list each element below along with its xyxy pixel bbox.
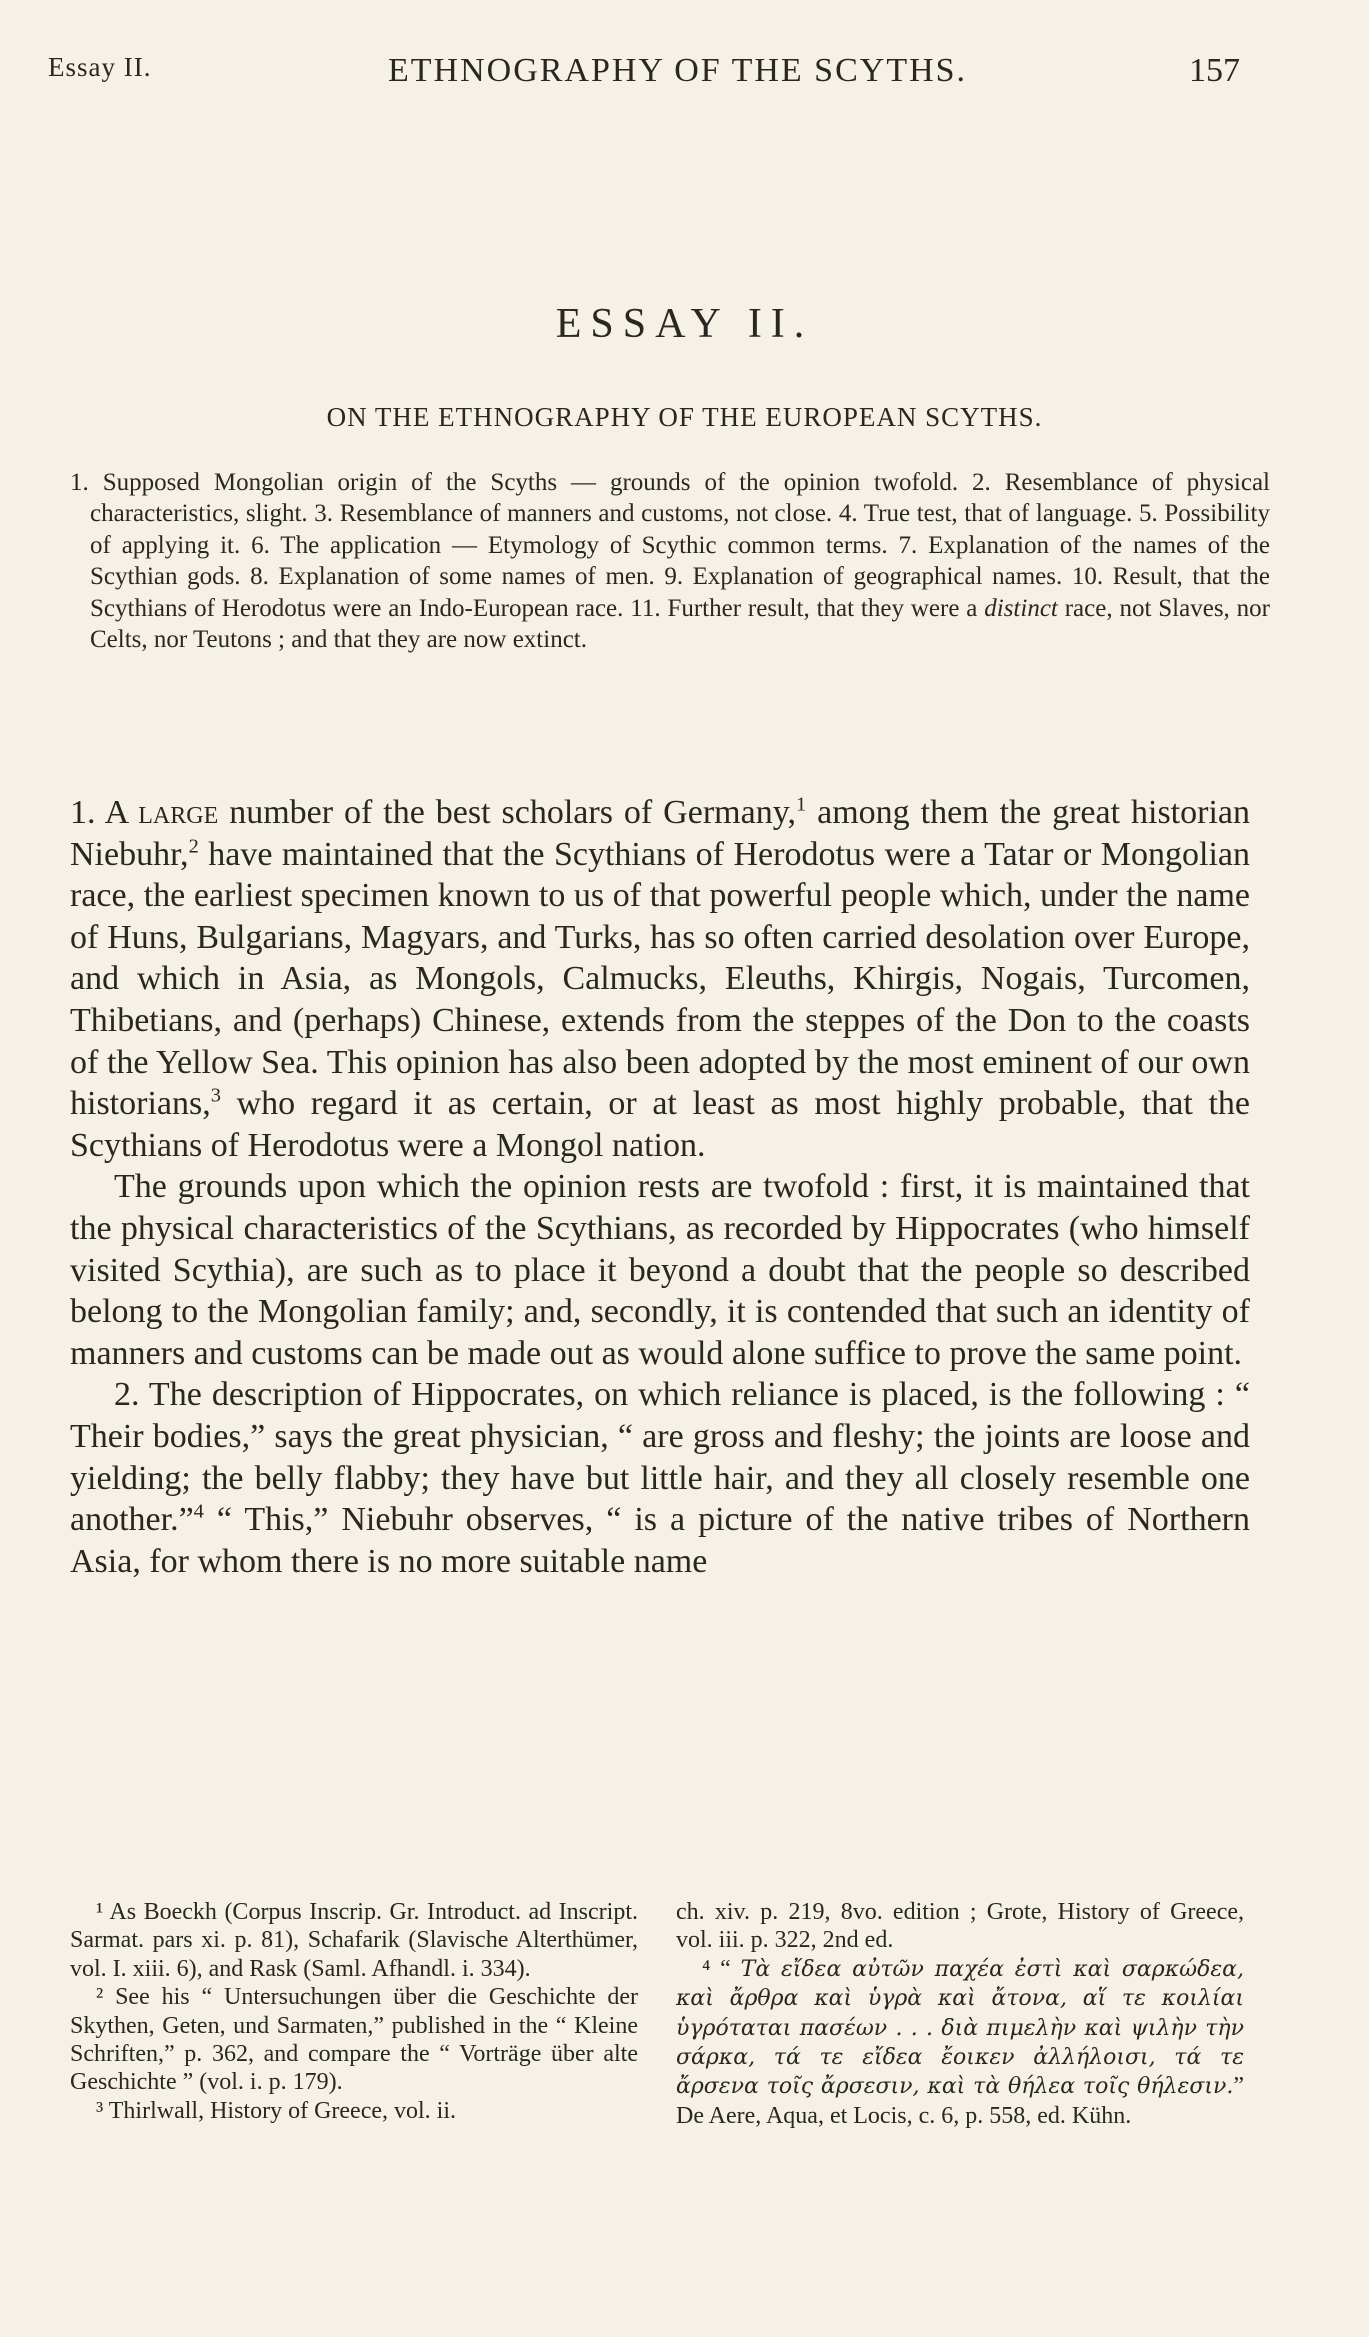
footnote-mark: ⁴ “ bbox=[702, 1955, 741, 1982]
footnotes bbox=[70, 1898, 1252, 2298]
paragraph-text: who regard it as certain, or at least as most highly probable, that the Scythians of Herodotus were a Mongol nation. bbox=[70, 1085, 1250, 1164]
synopsis-text: 1. Supposed Mongolian origin of the Scyths — grounds of the opinion twofold. 2. Resemblance of physical characteristics, slight. 3. Resemblance of manners and customs, not close. 4. True test, that of language. 5. Possibility of applying it. 6. The application — Etymology of Scythic common terms. 7. Explanation of the names of the Scythian gods. 8. Explanation of some names of men. 9. Explanation of geographical names. 10. Result, that the Scythians of Herodotus were an Indo-European race. 11. Further result, that they were a bbox=[70, 469, 1270, 622]
footnote-ref-1[interactable]: 1 bbox=[795, 793, 807, 816]
footnote-1: ¹ As Boeckh (Corpus Inscrip. Gr. Introduct. ad Inscript. Sarmat. pars xi. p. 81), Schafarik (Slavische Alterthümer, vol. I. xiii. 6), and Rask (Saml. Afhandl. i. 334). bbox=[70, 1899, 638, 1982]
essay-heading: ESSAY II. bbox=[555, 301, 814, 347]
footnote-3: ³ Thirlwall, History of Greece, vol. ii. bbox=[96, 2097, 456, 2124]
paragraph-text: among them the great historian Niebuhr, bbox=[70, 794, 1250, 873]
running-head-essay: Essay II. bbox=[48, 52, 152, 82]
paragraph-3 bbox=[70, 1374, 1250, 1582]
page-number: 157 bbox=[1189, 52, 1240, 89]
section-number: 1. A bbox=[70, 794, 139, 831]
footnote-ref-4[interactable]: 4 bbox=[193, 1500, 204, 1523]
essay-subtitle: ON THE ETHNOGRAPHY OF THE EUROPEAN SCYTHS. bbox=[326, 402, 1043, 432]
footnote-2: ² See his “ Untersuchungen über die Geschichte der Skythen, Geten, und Sarmaten,” published in the “ Kleine Schriften,” p. 362, and compare the “ Vorträge über alte Geschichte ” (vol. i. p. 179). bbox=[70, 1984, 638, 2096]
footnotes-left-column bbox=[70, 1898, 638, 2125]
paragraph-text: 2. The description of Hippocrates, on which reliance is placed, is the following : “ Their bodies,” says the great physician, “ are gross and fleshy; the joints are loose and yielding; the belly flabby; they have but little hair, and they all closely resemble one another.” bbox=[70, 1376, 1250, 1539]
synopsis-emphasis: distinct bbox=[984, 594, 1058, 622]
body-text bbox=[70, 792, 1250, 1582]
synopsis bbox=[70, 467, 1270, 655]
running-head bbox=[48, 52, 1240, 102]
synopsis-text-end: race, not Slaves, nor Celts, nor Teutons ; and that they are now extinct. bbox=[90, 594, 1270, 654]
footnote-ref-3[interactable]: 3 bbox=[210, 1084, 221, 1107]
footnote-4 bbox=[676, 1955, 1244, 2130]
small-caps-word: large bbox=[138, 794, 219, 831]
paragraph-1 bbox=[70, 792, 1250, 1166]
footnote-3-continued: ch. xiv. p. 219, 8vo. edition ; Grote, History of Greece, vol. iii. p. 322, 2nd ed. bbox=[676, 1899, 1244, 1954]
running-head-title: ETHNOGRAPHY OF THE SCYTHS. bbox=[388, 52, 968, 89]
paragraph-text: number of the best scholars of Germany, bbox=[218, 794, 796, 831]
paragraph-2: The grounds upon which the opinion rests are twofold : first, it is maintained that the physical characteristics of the Scythians, as recorded by Hippocrates (who himself visited Scythia), are such as to place it beyond a doubt that the people so described belong to the Mongolian family; and, secondly, it is contended that such an identity of manners and customs can be made out as would alone suffice to prove the same point. bbox=[70, 1168, 1250, 1372]
footnotes-right-column bbox=[676, 1898, 1244, 2130]
paragraph-text: have maintained that the Scythians of Herodotus were a Tatar or Mongolian race, the earliest specimen known to us of that powerful people which, under the name of Huns, Bulgarians, Magyars, and Turks, has so often carried desolation over Europe, and which in Asia, as Mongols, Calmucks, Eleuths, Khirgis, Nogais, Turcomen, Thibetians, and (perhaps) Chinese, extends from the steppes of the Don to the coasts of the Yellow Sea. This opinion has also been adopted by the most eminent of our own historians, bbox=[70, 835, 1250, 1123]
citation: ” De Aere, Aqua, et Locis, c. 6, p. 558, ed. Kühn. bbox=[676, 2073, 1244, 2129]
greek-quotation: Τὰ εἴδεα αὐτῶν παχέα ἐστὶ καὶ σαρκώδεα, καὶ ἄρθρα καὶ ὑγρὰ καὶ ἄτονα, αἵ τε κοιλίαι ὑγρόταται πασέων . . . διὰ πιμελὴν καὶ ψιλὴν τὴν σάρκα, τά τε εἴδεα ἔοικεν ἀλλήλοισι, τά τε ἄρσενα τοῖς ἄρσεσιν, καὶ τὰ θήλεα τοῖς θήλεσιν. bbox=[676, 1956, 1244, 2100]
footnote-ref-2[interactable]: 2 bbox=[188, 835, 199, 858]
paragraph-text: “ This,” Niebuhr observes, “ is a picture of the native tribes of Northern Asia, for whom there is no more suitable name bbox=[70, 1501, 1250, 1580]
